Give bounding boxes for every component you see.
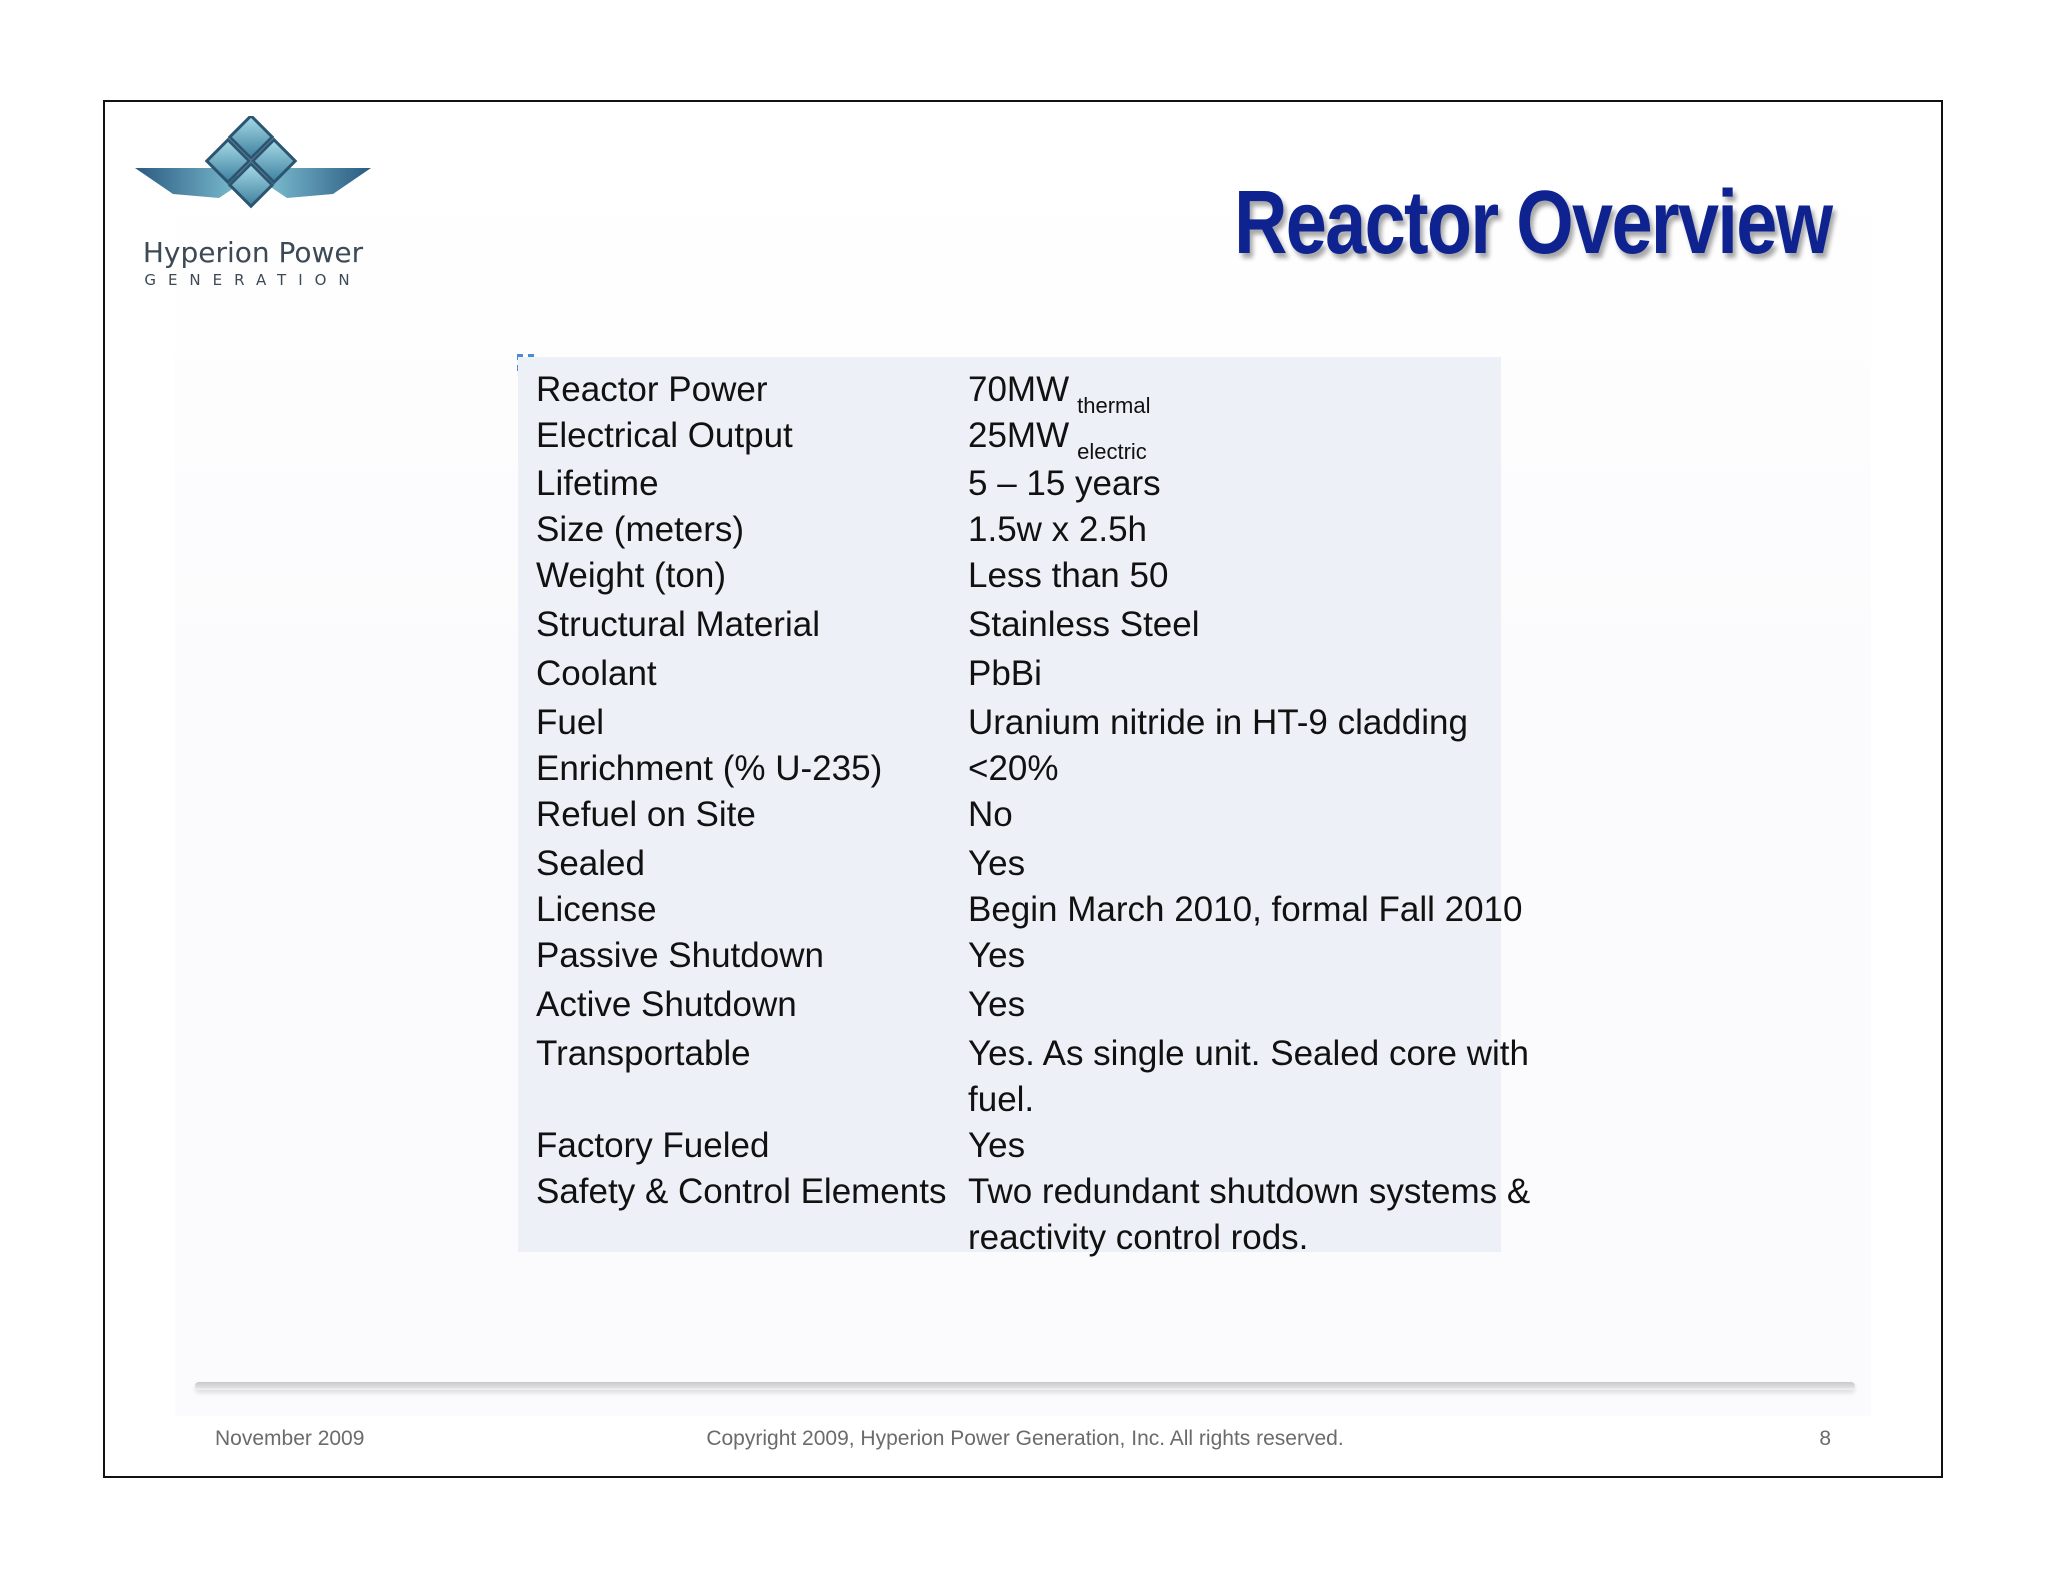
spec-value: Uranium nitride in HT-9 cladding: [968, 703, 1468, 742]
spec-value: Yes: [968, 936, 1026, 975]
spec-label: Refuel on Site: [536, 795, 756, 834]
slide: [103, 100, 1943, 1478]
spec-value: No: [968, 795, 1013, 834]
spec-value-subscript: thermal: [1077, 393, 1151, 418]
spec-value: 70MW $_{thermal}$: [968, 370, 1151, 418]
spec-value: Two redundant shutdown systems &: [968, 1172, 1531, 1211]
spec-value-subscript: electric: [1077, 439, 1147, 464]
spec-label: Active Shutdown: [536, 985, 797, 1024]
page-number: 8: [1819, 1427, 1831, 1450]
logo-subtitle: GENERATION: [144, 271, 362, 289]
spec-label: Coolant: [536, 654, 657, 693]
slide-title: Reactor Overview: [1233, 173, 1831, 273]
spec-value: Yes: [968, 985, 1026, 1024]
spec-value: 25MW $_{electric}$: [968, 416, 1147, 464]
spec-value-line2: reactivity control rods.: [968, 1218, 1309, 1257]
spec-value: PbBi: [968, 654, 1042, 693]
logo-name: Hyperion Power: [142, 236, 364, 269]
spec-value: Less than 50: [968, 556, 1169, 595]
spec-table: [518, 357, 1531, 1257]
spec-value: Begin March 2010, formal Fall 2010: [968, 890, 1523, 929]
spec-value: <20%: [968, 749, 1059, 788]
spec-value: 5 – 15 years: [968, 464, 1161, 503]
company-logo: [133, 116, 373, 289]
spec-value: 1.5w x 2.5h: [968, 510, 1147, 549]
spec-label: Transportable: [536, 1034, 751, 1073]
footer-date: November 2009: [215, 1427, 365, 1450]
spec-label: Enrichment (% U-235): [536, 749, 883, 788]
spec-label: Passive Shutdown: [536, 936, 824, 975]
spec-label: Size (meters): [536, 510, 745, 549]
spec-label: Fuel: [536, 703, 605, 742]
spec-label: Weight (ton): [536, 556, 726, 595]
spec-label: Structural Material: [536, 605, 820, 644]
spec-label: Electrical Output: [536, 416, 793, 455]
spec-label: Factory Fueled: [536, 1126, 770, 1165]
logo-mark-icon: [133, 116, 373, 236]
spec-label: License: [536, 890, 657, 929]
spec-value: Yes: [968, 1126, 1026, 1165]
spec-label: Reactor Power: [536, 370, 768, 409]
spec-value: Yes. As single unit. Sealed core with: [968, 1034, 1529, 1073]
footer-copyright: Copyright 2009, Hyperion Power Generation, Inc. All rights reserved.: [706, 1427, 1344, 1450]
spec-value: Stainless Steel: [968, 605, 1200, 644]
spec-label: Sealed: [536, 844, 645, 883]
footer-divider: [195, 1382, 1855, 1390]
spec-label: Safety & Control Elements: [536, 1172, 947, 1211]
spec-value: Yes: [968, 844, 1026, 883]
spec-value-line2: fuel.: [968, 1080, 1035, 1119]
spec-label: Lifetime: [536, 464, 659, 503]
